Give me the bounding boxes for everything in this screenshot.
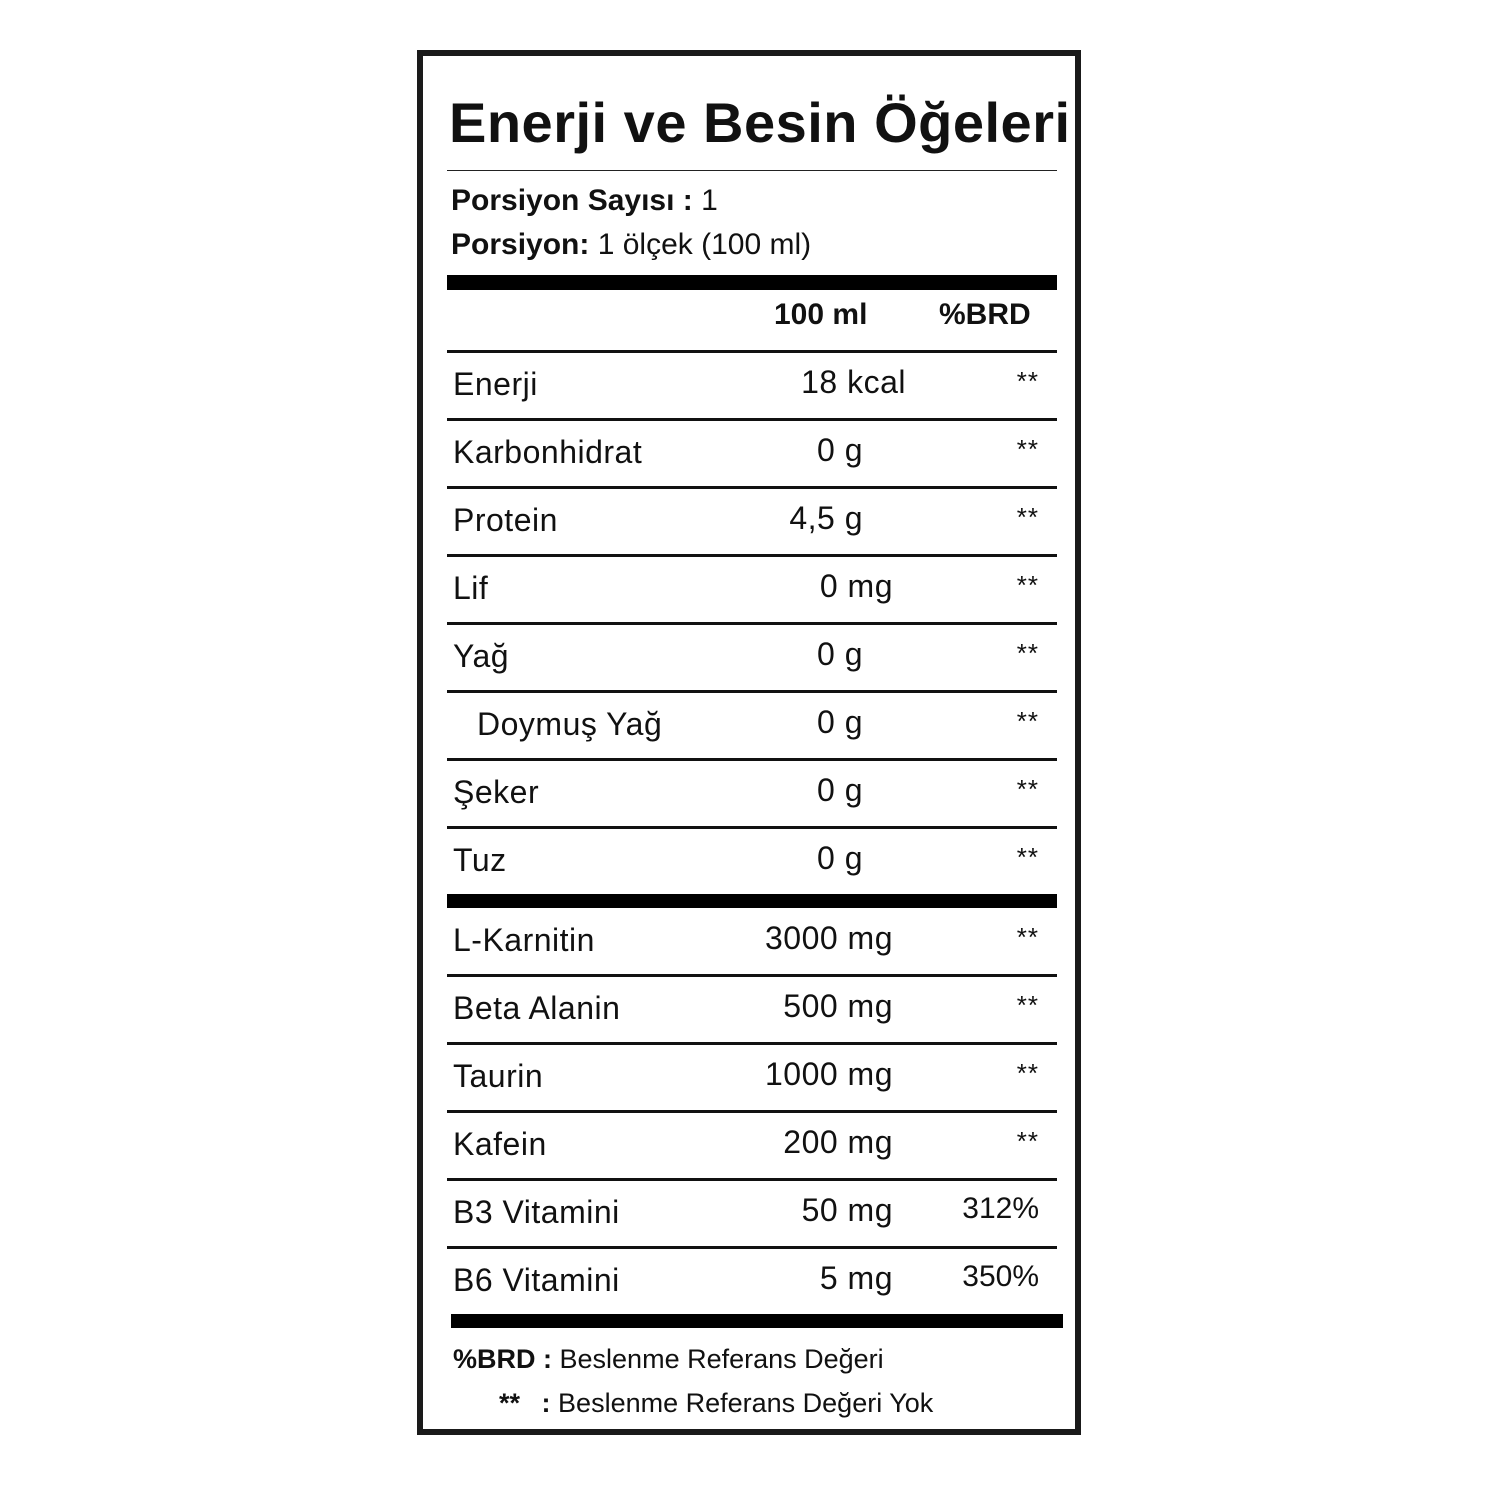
row-name: Tuz	[453, 842, 507, 878]
table-row	[447, 976, 1057, 1044]
table-row	[447, 556, 1057, 624]
table-row	[447, 828, 1057, 896]
row-name: Doymuş Yağ	[477, 706, 663, 742]
row-amount: 18 kcal	[801, 364, 906, 400]
table-row	[447, 488, 1057, 556]
row-name: Taurin	[453, 1058, 544, 1094]
row-name: Yağ	[453, 638, 510, 674]
row-brd: **	[1016, 570, 1039, 600]
footnote-star-key: **	[499, 1388, 521, 1418]
serving-size	[451, 228, 811, 262]
serving-count	[451, 184, 718, 218]
serving-count-label: Porsiyon Sayısı :	[451, 184, 693, 217]
row-amount: 50 mg	[801, 1192, 893, 1228]
table-row	[447, 1248, 1057, 1316]
row-amount: 5 mg	[819, 1260, 893, 1296]
row-amount: 500 mg	[783, 988, 893, 1024]
footnote-star	[499, 1388, 933, 1419]
table-row	[447, 692, 1057, 760]
row-brd: **	[1016, 706, 1039, 736]
row-brd: **	[1016, 1126, 1039, 1156]
thick-divider-top	[447, 275, 1057, 290]
thick-divider-middle	[447, 894, 1057, 908]
row-name: Kafein	[453, 1126, 547, 1162]
table-row	[447, 420, 1057, 488]
row-brd: **	[1016, 1058, 1039, 1088]
row-name: Karbonhidrat	[453, 434, 643, 470]
row-amount: 200 mg	[783, 1124, 893, 1160]
row-name: Enerji	[453, 366, 538, 402]
table-row	[447, 352, 1057, 420]
row-brd: **	[1016, 774, 1039, 804]
column-header-amount: 100 ml	[774, 298, 868, 331]
table-row	[447, 1112, 1057, 1180]
row-name: Şeker	[453, 774, 540, 810]
row-name: Lif	[453, 570, 489, 606]
table-row	[447, 760, 1057, 828]
footnote-brd-text: Beslenme Referans Değeri	[559, 1344, 884, 1374]
title-divider	[447, 170, 1057, 171]
footnote-star-colon: :	[541, 1388, 551, 1418]
label-title: Enerji ve Besin Öğeleri	[449, 91, 1071, 154]
table-row	[447, 1044, 1057, 1112]
row-amount: 0 g	[817, 772, 863, 808]
row-name: B6 Vitamini	[453, 1262, 620, 1298]
row-brd: 350%	[962, 1260, 1039, 1293]
row-amount: 0 g	[817, 704, 863, 740]
table-row	[447, 1180, 1057, 1248]
row-amount: 0 g	[817, 432, 863, 468]
footnote-star-text: Beslenme Referans Değeri Yok	[558, 1388, 934, 1418]
row-brd: **	[1016, 434, 1039, 464]
row-name: L-Karnitin	[453, 922, 595, 958]
row-brd: **	[1016, 922, 1039, 952]
serving-size-label: Porsiyon:	[451, 228, 590, 261]
nutrition-label	[417, 50, 1081, 1435]
row-amount: 0 mg	[819, 568, 893, 604]
row-amount: 1000 mg	[764, 1056, 893, 1092]
column-header-brd: %BRD	[939, 298, 1031, 331]
serving-count-value: 1	[701, 184, 718, 217]
row-name: B3 Vitamini	[453, 1194, 620, 1230]
row-brd: 312%	[962, 1192, 1039, 1225]
row-amount: 0 g	[817, 840, 863, 876]
row-brd: **	[1016, 990, 1039, 1020]
serving-size-value: 1 ölçek (100 ml)	[597, 228, 812, 261]
row-amount: 4,5 g	[789, 500, 863, 536]
row-brd: **	[1016, 638, 1039, 668]
row-brd: **	[1016, 366, 1039, 396]
footnote-brd-key: %BRD :	[453, 1344, 552, 1374]
row-name: Beta Alanin	[453, 990, 621, 1026]
thick-divider-bottom	[451, 1314, 1063, 1328]
row-name: Protein	[453, 502, 558, 538]
row-brd: **	[1016, 502, 1039, 532]
row-amount: 3000 mg	[764, 920, 893, 956]
footnote-brd	[453, 1344, 884, 1375]
table-row	[447, 624, 1057, 692]
row-brd: **	[1016, 842, 1039, 872]
table-row	[447, 908, 1057, 976]
row-amount: 0 g	[817, 636, 863, 672]
